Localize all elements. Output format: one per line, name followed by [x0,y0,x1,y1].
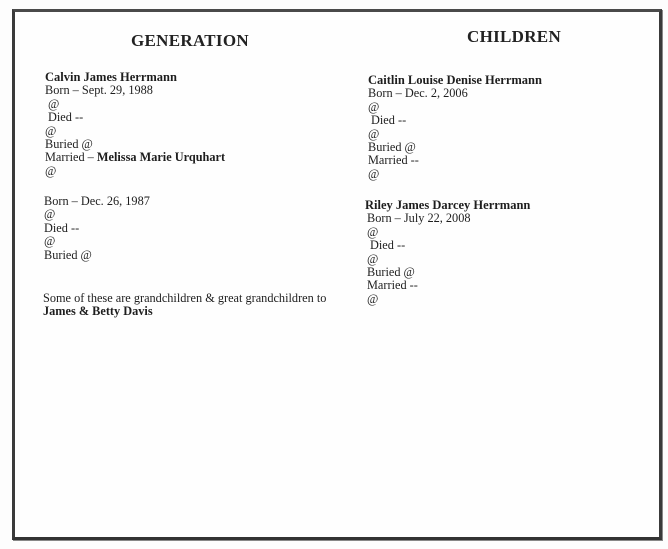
child-died-place: @ [367,251,379,266]
child-born: Born – July 22, 2008 [367,211,471,226]
generation-spouse-record [44,195,150,262]
person-buried: Buried @ [45,137,93,152]
child-died: Died -- [370,238,406,253]
spouse-died: Died -- [44,220,80,235]
person-died: Died -- [48,110,84,125]
child-married: Married -- [368,153,419,168]
spouse-buried: Buried @ [44,247,92,262]
note-text: Some of these are grandchildren & great grandchildren to [43,291,327,305]
person-born-place: @ [48,96,60,111]
child-born-place: @ [367,224,379,239]
person-name: Calvin James Herrmann [45,70,177,84]
generation-heading: GENERATION [131,31,249,50]
child-buried: Buried @ [367,265,415,280]
child-married-place: @ [367,291,379,306]
spouse-born-place: @ [44,207,56,222]
child-name: Riley James Darcey Herrmann [365,198,531,212]
person-born: Born – Sept. 29, 1988 [45,83,153,98]
child-married-place: @ [368,166,380,181]
spouse-name: Melissa Marie Urquhart [96,150,226,165]
person-died-place: @ [45,123,57,138]
child-died-place: @ [368,126,380,141]
child-buried: Buried @ [368,140,416,155]
child-record [365,199,530,306]
married-label: Married – [45,150,97,165]
child-born: Born – Dec. 2, 2006 [368,86,468,101]
person-married [45,151,225,164]
child-born-place: @ [368,99,380,114]
child-died: Died -- [371,113,407,128]
grandparents-note [43,292,326,319]
child-name: Caitlin Louise Denise Herrmann [368,73,542,87]
generation-person-record [45,71,225,178]
spouse-born: Born – Dec. 26, 1987 [44,194,150,208]
note-grandparents-names: James & Betty Davis [43,304,153,319]
child-record [368,74,542,181]
person-married-place: @ [45,163,57,178]
spouse-died-place: @ [44,234,56,249]
children-heading: CHILDREN [467,27,562,46]
child-married: Married -- [367,278,418,293]
